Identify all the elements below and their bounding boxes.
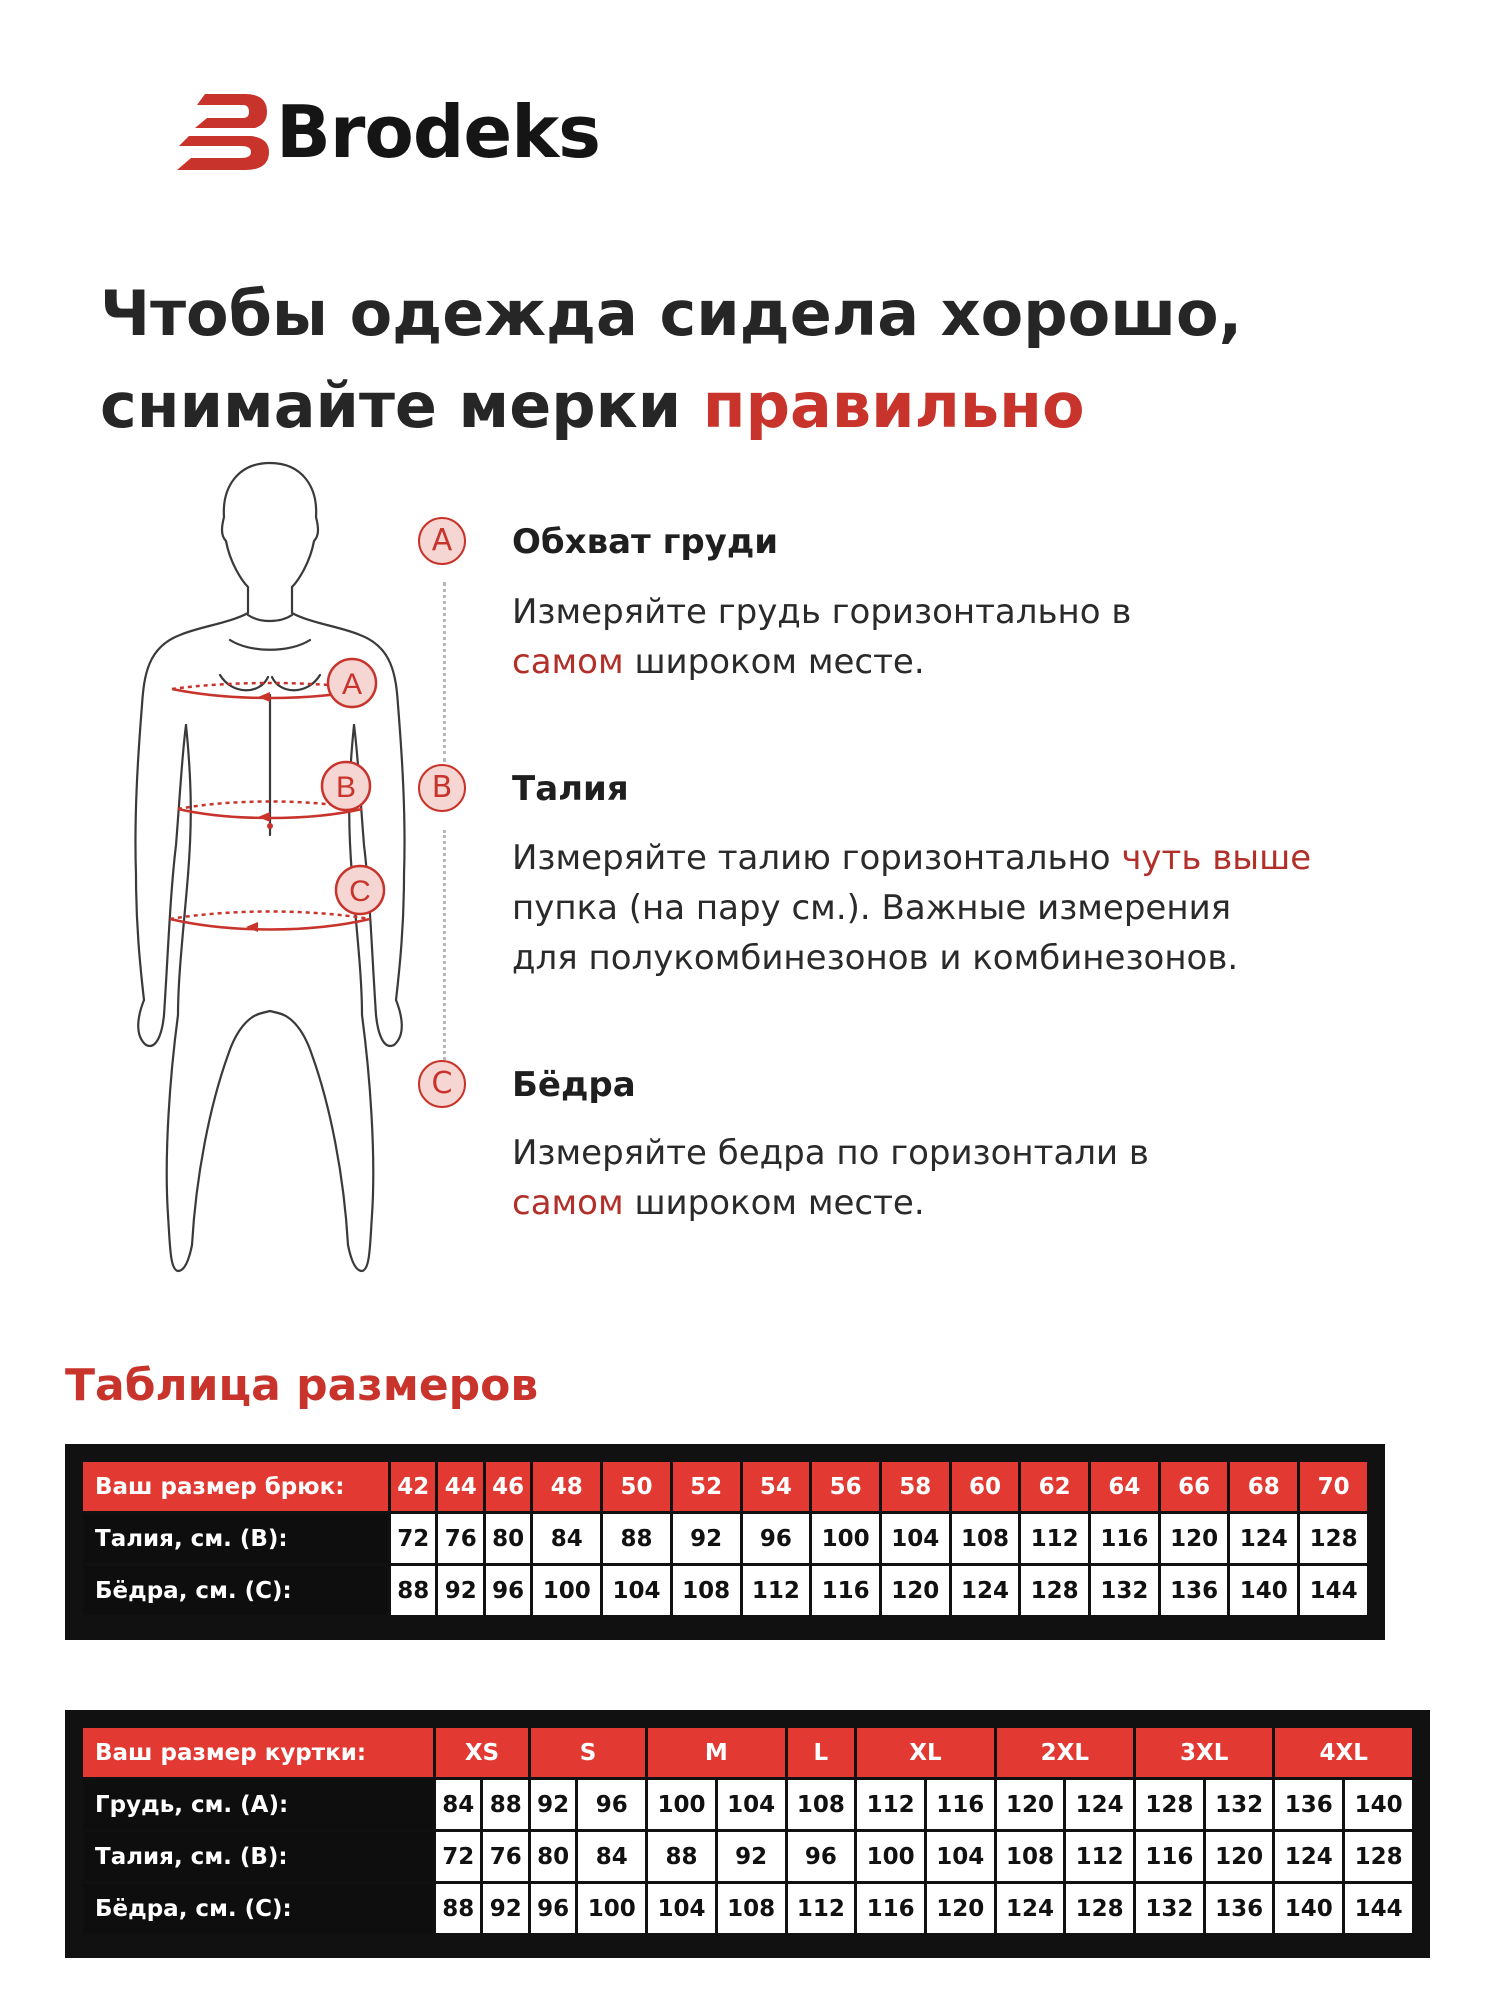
pants-row-label: Бёдра, см. (C):	[83, 1566, 388, 1615]
jacket-size-header: XS	[436, 1728, 528, 1777]
jacket-table-cell: 104	[718, 1780, 785, 1829]
pants-table-cell: 116	[1091, 1514, 1158, 1563]
jacket-table-cell: 116	[927, 1780, 994, 1829]
connector-line-ab	[443, 582, 446, 762]
pants-size-header: 70	[1300, 1462, 1367, 1511]
figure-label-b: B	[335, 771, 357, 804]
jacket-table-cell: 124	[1066, 1780, 1133, 1829]
jacket-header-row	[83, 1728, 1412, 1777]
pants-size-header: 66	[1161, 1462, 1228, 1511]
pants-table-cell: 140	[1230, 1566, 1297, 1615]
jacket-table-cell: 116	[1136, 1832, 1203, 1881]
jacket-table-cell: 128	[1136, 1780, 1203, 1829]
pants-header-label: Ваш размер брюк:	[83, 1462, 388, 1511]
pants-table-cell: 120	[882, 1566, 949, 1615]
jacket-size-header: S	[531, 1728, 645, 1777]
measure-desc-waist-plain: Измеряйте талию горизонтально	[512, 838, 1122, 878]
measure-desc-hips	[512, 1128, 1149, 1228]
jacket-table-cell: 84	[578, 1832, 645, 1881]
jacket-table-cell: 72	[436, 1832, 480, 1881]
pants-table-cell: 128	[1021, 1566, 1088, 1615]
headline-line-2	[100, 360, 1242, 452]
marker-a-icon: A	[418, 517, 466, 565]
brand-name: Brodeks	[276, 90, 600, 174]
pants-size-table	[80, 1459, 1370, 1618]
measure-desc-waist-line3: для полукомбинезонов и комбинезонов.	[512, 938, 1239, 978]
pants-table-cell: 76	[438, 1514, 482, 1563]
jacket-table-cell: 132	[1136, 1884, 1203, 1933]
measure-title-chest: Обхват груди	[512, 522, 779, 562]
brand-logo	[175, 92, 600, 172]
pants-table-cell: 88	[603, 1514, 670, 1563]
measure-title-hips: Бёдра	[512, 1065, 636, 1105]
pants-table-cell: 100	[533, 1566, 600, 1615]
measure-desc-chest-rest: широком месте.	[623, 642, 925, 682]
jacket-table-cell: 100	[857, 1832, 924, 1881]
pants-table-cell: 112	[743, 1566, 810, 1615]
pants-table-cell: 112	[1021, 1514, 1088, 1563]
jacket-table-cell: 112	[1066, 1832, 1133, 1881]
figure-label-c: C	[349, 875, 371, 908]
jacket-table-cell: 116	[857, 1884, 924, 1933]
jacket-table-cell: 80	[531, 1832, 575, 1881]
jacket-size-header: 3XL	[1136, 1728, 1272, 1777]
pants-table-cell: 124	[1230, 1514, 1297, 1563]
pants-table-row	[83, 1566, 1367, 1615]
measure-desc-chest-line1: Измеряйте грудь горизонтально в	[512, 592, 1132, 632]
jacket-table-cell: 88	[483, 1780, 527, 1829]
jacket-table-cell: 140	[1345, 1780, 1412, 1829]
measure-desc-hips-rest: широком месте.	[623, 1183, 925, 1223]
pants-size-header: 50	[603, 1462, 670, 1511]
pants-table-frame	[65, 1444, 1385, 1640]
pants-table-cell: 136	[1161, 1566, 1228, 1615]
size-table-title: Таблица размеров	[65, 1360, 539, 1411]
measure-desc-hips-line1: Измеряйте бедра по горизонтали в	[512, 1133, 1149, 1173]
jacket-table-cell: 100	[648, 1780, 715, 1829]
pants-table-cell: 104	[882, 1514, 949, 1563]
pants-table-cell: 128	[1300, 1514, 1367, 1563]
jacket-table-cell: 108	[718, 1884, 785, 1933]
pants-table-cell: 116	[812, 1566, 879, 1615]
jacket-table-cell: 120	[1206, 1832, 1273, 1881]
measure-desc-waist-line2: пупка (на пару см.). Важные измерения	[512, 888, 1232, 928]
pants-size-header: 60	[952, 1462, 1019, 1511]
measure-desc-chest-line2	[512, 637, 1131, 687]
pants-table-row	[83, 1514, 1367, 1563]
jacket-table-cell: 108	[788, 1780, 855, 1829]
jacket-table-cell: 104	[648, 1884, 715, 1933]
pants-table-cell: 124	[952, 1566, 1019, 1615]
pants-size-header: 42	[391, 1462, 435, 1511]
jacket-table-cell: 124	[1275, 1832, 1342, 1881]
headline-accent: правильно	[702, 369, 1085, 442]
pants-size-header: 64	[1091, 1462, 1158, 1511]
pants-table-cell: 104	[603, 1566, 670, 1615]
pants-table-cell: 108	[952, 1514, 1019, 1563]
pants-table-cell: 92	[673, 1514, 740, 1563]
jacket-table-cell: 92	[718, 1832, 785, 1881]
measure-desc-hips-accent: самом	[512, 1183, 624, 1223]
pants-size-header: 68	[1230, 1462, 1297, 1511]
jacket-header-label: Ваш размер куртки:	[83, 1728, 433, 1777]
jacket-table-cell: 124	[997, 1884, 1064, 1933]
jacket-table-row	[83, 1780, 1412, 1829]
body-outline-figure	[120, 455, 420, 1275]
pants-table-cell: 96	[743, 1514, 810, 1563]
jacket-row-label: Талия, см. (B):	[83, 1832, 433, 1881]
jacket-size-header: L	[788, 1728, 855, 1777]
jacket-row-label: Грудь, см. (A):	[83, 1780, 433, 1829]
headline-line-2-plain: снимайте мерки	[100, 369, 703, 442]
jacket-table-frame	[65, 1710, 1430, 1958]
jacket-table-cell: 96	[578, 1780, 645, 1829]
jacket-table-cell: 128	[1066, 1884, 1133, 1933]
figure-label-a: A	[341, 668, 363, 701]
pants-table-cell: 100	[812, 1514, 879, 1563]
jacket-size-header: 2XL	[997, 1728, 1133, 1777]
measure-desc-chest-accent: самом	[512, 642, 624, 682]
jacket-table-cell: 120	[997, 1780, 1064, 1829]
jacket-table-cell: 76	[483, 1832, 527, 1881]
pants-table-cell: 108	[673, 1566, 740, 1615]
connector-line-bc	[443, 830, 446, 1065]
pants-size-header: 56	[812, 1462, 879, 1511]
brand-mark-icon	[175, 92, 270, 172]
jacket-size-table	[80, 1725, 1415, 1936]
pants-table-cell: 144	[1300, 1566, 1367, 1615]
jacket-table-row	[83, 1832, 1412, 1881]
pants-size-header: 44	[438, 1462, 482, 1511]
jacket-table-cell: 136	[1206, 1884, 1273, 1933]
jacket-table-cell: 120	[927, 1884, 994, 1933]
headline-line-1: Чтобы одежда сидела хорошо,	[100, 277, 1243, 350]
jacket-table-cell: 100	[578, 1884, 645, 1933]
marker-c-icon: C	[418, 1060, 466, 1108]
pants-table-cell: 132	[1091, 1566, 1158, 1615]
jacket-table-cell: 88	[436, 1884, 480, 1933]
measure-title-waist: Талия	[512, 769, 629, 809]
jacket-table-cell: 88	[648, 1832, 715, 1881]
jacket-table-cell: 136	[1275, 1780, 1342, 1829]
pants-table-cell: 72	[391, 1514, 435, 1563]
pants-size-header: 52	[673, 1462, 740, 1511]
measure-desc-waist-accent: чуть выше	[1121, 838, 1312, 878]
jacket-table-cell: 128	[1345, 1832, 1412, 1881]
pants-size-header: 48	[533, 1462, 600, 1511]
jacket-table-cell: 92	[531, 1780, 575, 1829]
pants-table-cell: 84	[533, 1514, 600, 1563]
jacket-size-header: M	[648, 1728, 784, 1777]
jacket-table-cell: 84	[436, 1780, 480, 1829]
jacket-table-cell: 104	[927, 1832, 994, 1881]
page-headline	[100, 268, 1242, 452]
pants-size-header: 58	[882, 1462, 949, 1511]
jacket-table-cell: 112	[788, 1884, 855, 1933]
jacket-table-cell: 112	[857, 1780, 924, 1829]
pants-size-header: 46	[486, 1462, 530, 1511]
jacket-row-label: Бёдра, см. (C):	[83, 1884, 433, 1933]
jacket-table-cell: 108	[997, 1832, 1064, 1881]
pants-table-cell: 88	[391, 1566, 435, 1615]
measure-desc-waist-line1	[512, 833, 1311, 883]
jacket-table-row	[83, 1884, 1412, 1933]
jacket-table-cell: 140	[1275, 1884, 1342, 1933]
jacket-table-cell: 96	[788, 1832, 855, 1881]
marker-b-icon: B	[418, 764, 466, 812]
measure-desc-chest	[512, 587, 1131, 687]
jacket-table-cell: 132	[1206, 1780, 1273, 1829]
pants-header-row	[83, 1462, 1367, 1511]
pants-table-cell: 80	[486, 1514, 530, 1563]
jacket-table-cell: 96	[531, 1884, 575, 1933]
jacket-table-cell: 144	[1345, 1884, 1412, 1933]
pants-table-cell: 92	[438, 1566, 482, 1615]
pants-row-label: Талия, см. (B):	[83, 1514, 388, 1563]
pants-size-header: 62	[1021, 1462, 1088, 1511]
jacket-size-header: XL	[857, 1728, 993, 1777]
jacket-table-cell: 92	[483, 1884, 527, 1933]
measure-desc-waist	[512, 833, 1311, 983]
jacket-size-header: 4XL	[1275, 1728, 1412, 1777]
measure-desc-hips-line2	[512, 1178, 1149, 1228]
pants-table-cell: 96	[486, 1566, 530, 1615]
pants-size-header: 54	[743, 1462, 810, 1511]
pants-table-cell: 120	[1161, 1514, 1228, 1563]
